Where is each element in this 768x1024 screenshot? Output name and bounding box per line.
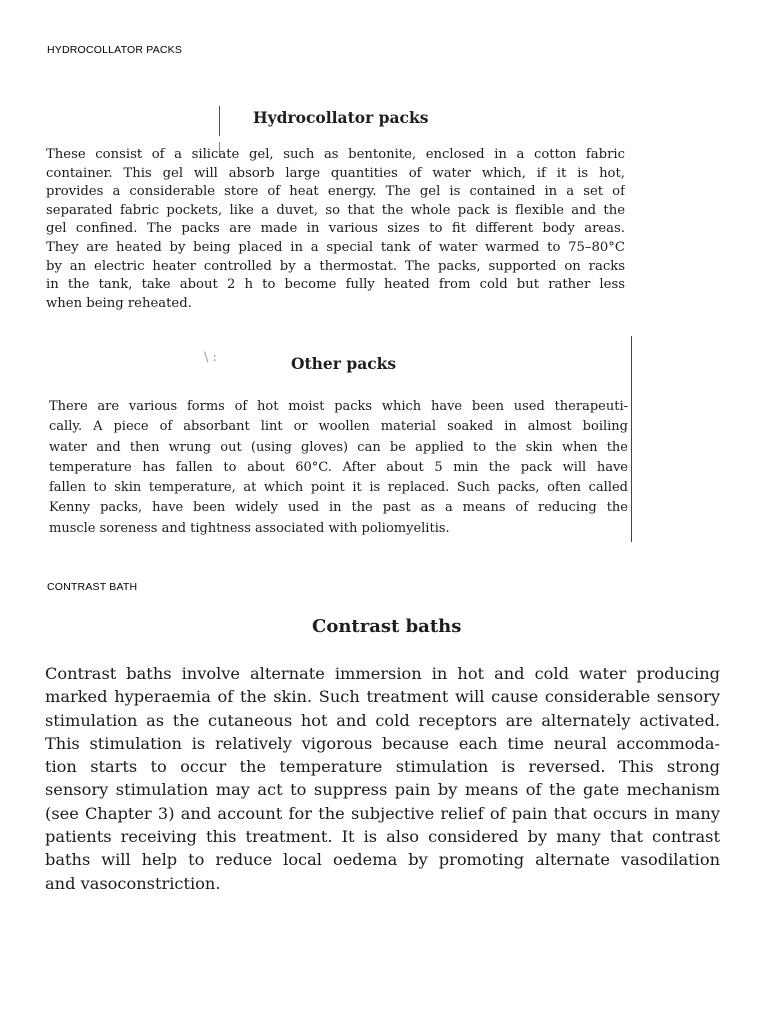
scan-heading-contrast-baths: Contrast baths bbox=[312, 616, 462, 637]
scan-heading-other-packs: Other packs bbox=[291, 354, 397, 373]
text-line: by an electric heater controlled by a thermostat. The packs, supported on racks bbox=[46, 258, 625, 274]
scanned-image-other-packs bbox=[44, 336, 632, 544]
text-line: cally. A piece of absorbant lint or woollen material soaked in almost boiling bbox=[49, 419, 628, 435]
text-line: patients receiving this treatment. It is also considered by many that contrast bbox=[45, 827, 720, 847]
text-line: There are various forms of hot moist packs which have been used therapeuti- bbox=[49, 399, 628, 414]
scan-heading-hydrocollator: Hydrocollator packs bbox=[253, 108, 429, 127]
text-line: Contrast baths involve alternate immersion in hot and cold water producing bbox=[45, 664, 720, 683]
text-line: This stimulation is relatively vigorous because each time neural accommoda- bbox=[45, 733, 720, 753]
text-line: gel confined. The packs are made in various sizes to fit different body areas. bbox=[46, 221, 625, 237]
scan-body-hydrocollator bbox=[46, 146, 625, 313]
text-line: They are heated by being placed in a special tank of water warmed to 75–80°C bbox=[46, 239, 625, 255]
text-line: muscle soreness and tightness associated with poliomyelitis. bbox=[49, 520, 450, 536]
text-line: when being reheated. bbox=[46, 295, 192, 311]
text-line: tion starts to occur the temperature stimulation is reversed. This strong bbox=[45, 757, 720, 777]
scan-edge-line bbox=[631, 336, 632, 542]
text-line: container. This gel will absorb large quantities of water which, if it is hot, bbox=[46, 165, 625, 181]
text-line: (see Chapter 3) and account for the subjective relief of pain that occurs in many bbox=[45, 803, 720, 823]
scan-artifact: \ : bbox=[204, 350, 217, 365]
text-line: marked hyperaemia of the skin. Such treatment will cause considerable sensory bbox=[45, 687, 720, 707]
text-line: in the tank, take about 2 h to become fully heated from cold but rather less bbox=[46, 277, 625, 293]
scan-edge-line bbox=[219, 106, 220, 136]
scan-body-contrast-baths bbox=[45, 662, 720, 895]
scanned-image-contrast-baths bbox=[40, 600, 720, 910]
text-line: sensory stimulation may act to suppress pain by means of the gate mechanism bbox=[45, 780, 720, 800]
text-line: provides a considerable store of heat energy. The gel is contained in a set of bbox=[46, 184, 625, 200]
text-line: stimulation as the cutaneous hot and cold receptors are alternately activated. bbox=[45, 710, 720, 730]
text-line: Kenny packs, have been widely used in the past as a means of reducing the bbox=[49, 500, 628, 516]
text-line: water and then wrung out (using gloves) can be applied to the skin when the bbox=[49, 439, 628, 455]
scan-body-other-packs bbox=[49, 397, 628, 539]
text-line: baths will help to reduce local oedema by promoting alternate vasodilation bbox=[45, 850, 720, 870]
text-line: fallen to skin temperature, at which point it is replaced. Such packs, often called bbox=[49, 480, 628, 496]
text-line: temperature has fallen to about 60°C. After about 5 min the pack will have bbox=[49, 459, 628, 475]
scanned-image-hydrocollator-packs bbox=[38, 98, 630, 328]
text-line: and vasoconstriction. bbox=[45, 873, 221, 893]
caption-contrast-bath: CONTRAST BATH bbox=[47, 581, 138, 593]
text-line: These consist of a silicate gel, such as bentonite, enclosed in a cotton fabric bbox=[46, 147, 625, 162]
text-line: separated fabric pockets, like a duvet, so that the whole pack is flexible and the bbox=[46, 202, 625, 218]
caption-hydrocollator-packs: HYDROCOLLATOR PACKS bbox=[47, 44, 183, 56]
